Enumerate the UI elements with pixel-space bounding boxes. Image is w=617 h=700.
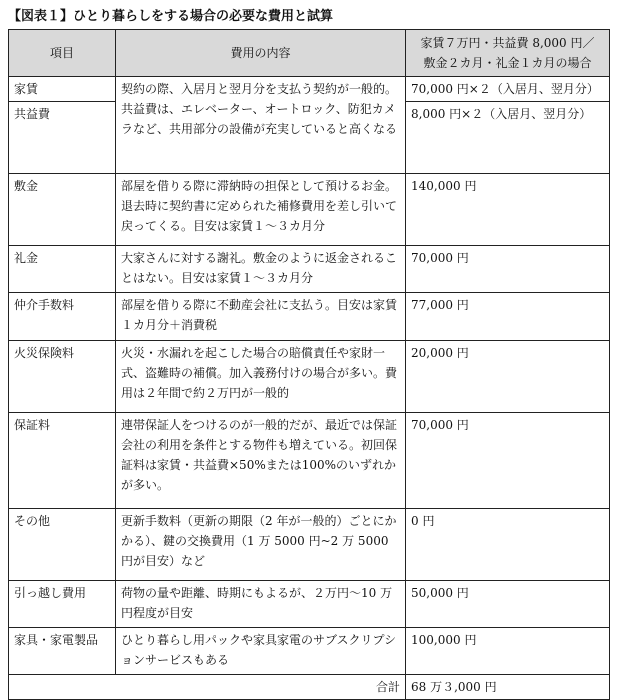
header-item: 項目 bbox=[9, 30, 116, 77]
cell-desc-moving: 荷物の量や距離、時期にもよるが、２万円～10 万円程度が目安 bbox=[116, 581, 406, 628]
header-desc: 費用の内容 bbox=[116, 30, 406, 77]
cell-amount-moving: 50,000 円 bbox=[406, 581, 610, 628]
cell-amount-rent: 70,000 円×２（入居月、翌月分） bbox=[406, 77, 610, 102]
cell-item-other: その他 bbox=[9, 509, 116, 581]
cell-item-fire-insurance: 火災保険料 bbox=[9, 341, 116, 413]
header-amount bbox=[406, 30, 610, 77]
total-label: 合計 bbox=[9, 675, 406, 700]
cell-desc-deposit: 部屋を借りる際に滞納時の担保として預けるお金。退去時に契約書に定められた補修費用を差し引いて戻ってくる。目安は家賃１～３カ月分 bbox=[116, 174, 406, 246]
header-amount-line1: 家賃７万円・共益費 8,000 円／ bbox=[420, 36, 595, 50]
cell-item-common: 共益費 bbox=[9, 102, 116, 174]
cell-desc-other: 更新手数料（更新の期限（2 年が一般的）ごとにかかる）、鍵の交換費用（1 万 5000 円~2 万 5000 円が目安）など bbox=[116, 509, 406, 581]
header-amount-line2: 敷金２カ月・礼金１カ月の場合 bbox=[423, 56, 592, 70]
table-row bbox=[9, 628, 610, 675]
cost-table bbox=[8, 29, 610, 700]
cell-desc-key-money: 大家さんに対する謝礼。敷金のように返金されることはない。目安は家賃１～３カ月分 bbox=[116, 246, 406, 293]
table-row bbox=[9, 77, 610, 102]
cell-amount-key-money: 70,000 円 bbox=[406, 246, 610, 293]
table-row bbox=[9, 413, 610, 509]
cell-desc-furniture: ひとり暮らし用パックや家具家電のサブスクリプションサービスもある bbox=[116, 628, 406, 675]
table-header-row bbox=[9, 30, 610, 77]
table-row bbox=[9, 246, 610, 293]
cell-amount-furniture: 100,000 円 bbox=[406, 628, 610, 675]
cell-item-furniture: 家具・家電製品 bbox=[9, 628, 116, 675]
cell-amount-common: 8,000 円×２（入居月、翌月分） bbox=[406, 102, 610, 174]
table-row bbox=[9, 293, 610, 341]
cell-item-key-money: 礼金 bbox=[9, 246, 116, 293]
table-row bbox=[9, 341, 610, 413]
cell-amount-other: 0 円 bbox=[406, 509, 610, 581]
cell-amount-fire-insurance: 20,000 円 bbox=[406, 341, 610, 413]
cell-item-rent: 家賃 bbox=[9, 77, 116, 102]
table-row bbox=[9, 509, 610, 581]
cell-amount-deposit: 140,000 円 bbox=[406, 174, 610, 246]
cell-desc-guarantee: 連帯保証人をつけるのが一般的だが、最近では保証会社の利用を条件とする物件も増えている。初回保証料は家賃・共益費×50%または100%のいずれかが多い。 bbox=[116, 413, 406, 509]
cell-item-guarantee: 保証料 bbox=[9, 413, 116, 509]
cell-amount-guarantee: 70,000 円 bbox=[406, 413, 610, 509]
figure-title: 【図表１】ひとり暮らしをする場合の必要な費用と試算 bbox=[8, 9, 334, 24]
cell-desc-fire-insurance: 火災・水漏れを起こした場合の賠償責任や家財一式、盗難時の補償。加入義務付けの場合が多い。費用は２年間で約２万円が一般的 bbox=[116, 341, 406, 413]
table-total-row bbox=[9, 675, 610, 700]
total-amount: 68 万３,000 円 bbox=[406, 675, 610, 700]
cell-item-brokerage: 仲介手数料 bbox=[9, 293, 116, 341]
cell-amount-brokerage: 77,000 円 bbox=[406, 293, 610, 341]
cell-item-moving: 引っ越し費用 bbox=[9, 581, 116, 628]
cell-desc-rent-common: 契約の際、入居月と翌月分を支払う契約が一般的。共益費は、エレベーター、オートロック、防犯カメラなど、共用部分の設備が充実していると高くなる bbox=[116, 77, 406, 174]
table-row bbox=[9, 581, 610, 628]
cell-desc-brokerage: 部屋を借りる際に不動産会社に支払う。目安は家賃１カ月分＋消費税 bbox=[116, 293, 406, 341]
cell-item-deposit: 敷金 bbox=[9, 174, 116, 246]
table-row bbox=[9, 174, 610, 246]
